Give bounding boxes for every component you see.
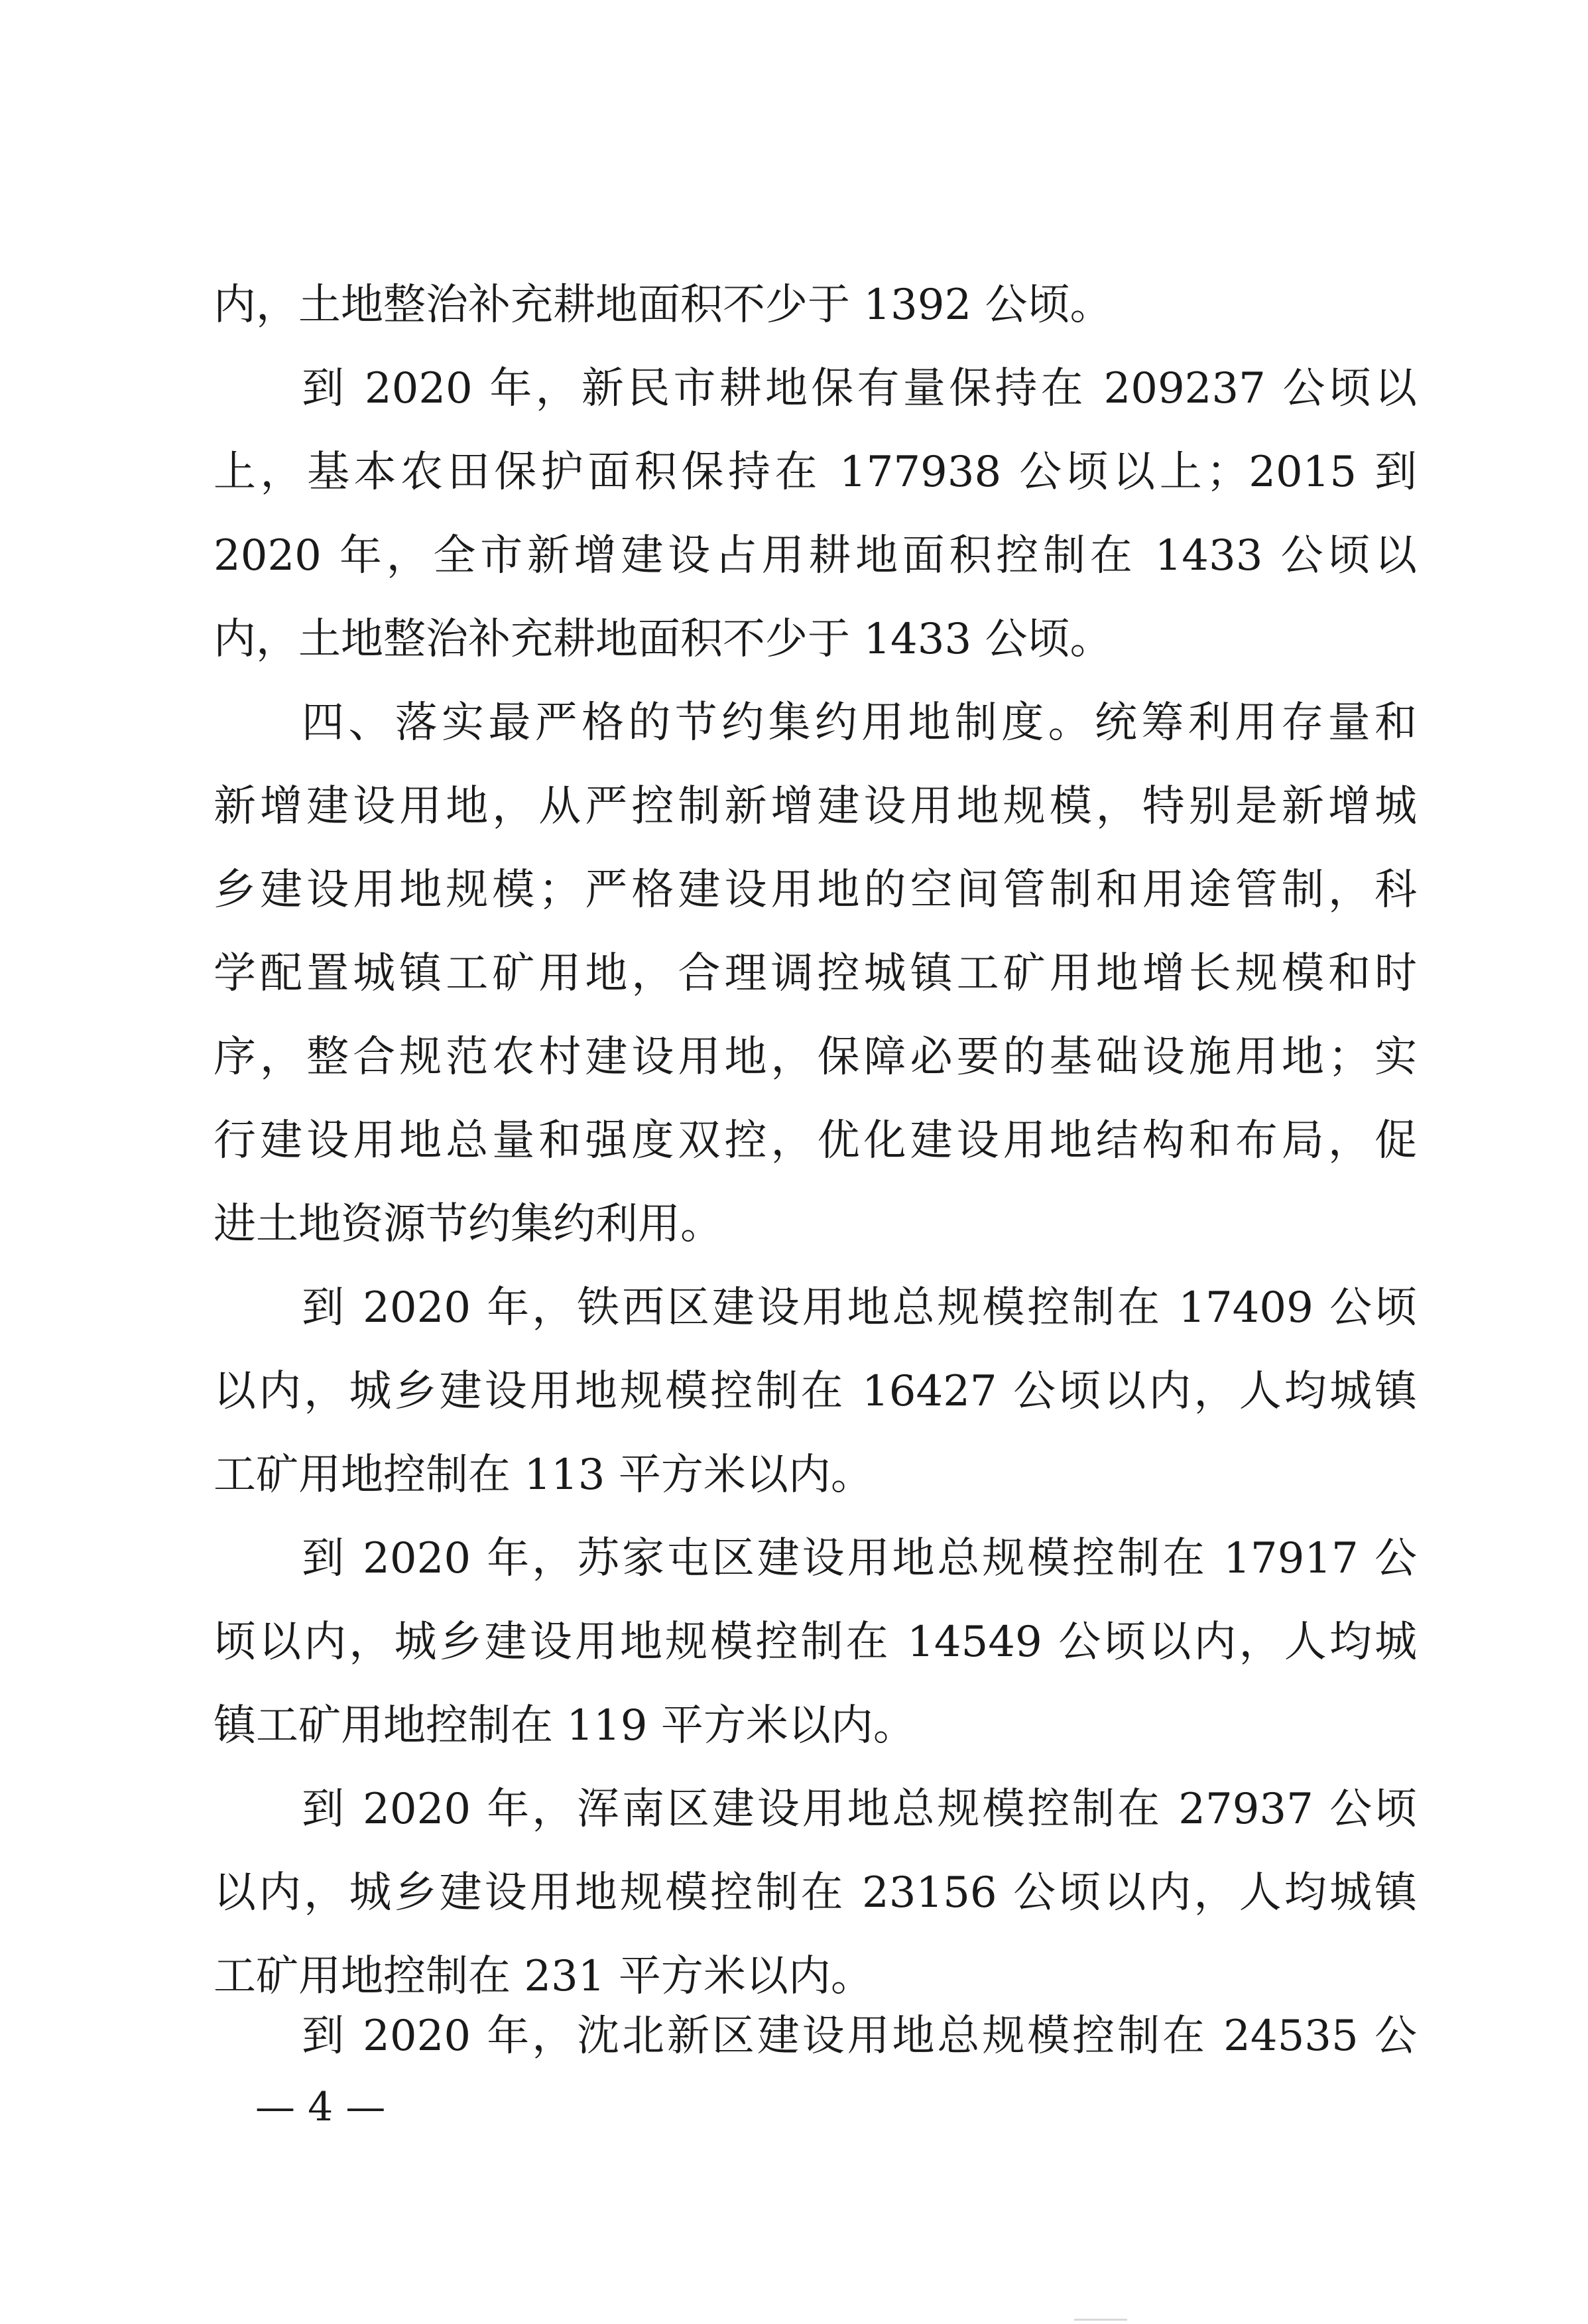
text-line: 学配置城镇工矿用地，合理调控城镇工矿用地增长规模和时 (214, 949, 1417, 998)
text-line: 到 2020 年，新民市耕地保有量保持在 209237 公顷以 (302, 364, 1417, 413)
text-line: 进土地资源节约集约利用。 (214, 1200, 723, 1249)
text-line: 内，土地整治补充耕地面积不少于 1392 公顷。 (214, 281, 1113, 330)
text-line: 行建设用地总量和强度双控，优化建设用地结构和布局，促 (214, 1116, 1417, 1165)
text-line: 到 2020 年，沈北新区建设用地总规模控制在 24535 公 (302, 2012, 1417, 2061)
text-line: 到 2020 年，铁西区建设用地总规模控制在 17409 公顷 (302, 1283, 1417, 1332)
text-line: 到 2020 年，浑南区建设用地总规模控制在 27937 公顷 (302, 1785, 1417, 1834)
text-line: 乡建设用地规模；严格建设用地的空间管制和用途管制，科 (214, 866, 1417, 915)
text-line: 2020 年，全市新增建设占用耕地面积控制在 1433 公顷以 (214, 531, 1417, 580)
text-line: 镇工矿用地控制在 119 平方米以内。 (214, 1701, 916, 1750)
scan-edge-mark (1074, 2319, 1127, 2321)
text-line: 以内，城乡建设用地规模控制在 16427 公顷以内，人均城镇 (214, 1367, 1417, 1416)
text-line: 顷以内，城乡建设用地规模控制在 14549 公顷以内，人均城 (214, 1618, 1417, 1667)
text-line: 四、落实最严格的节约集约用地制度。统筹利用存量和 (302, 698, 1417, 747)
text-line: 工矿用地控制在 231 平方米以内。 (214, 1952, 873, 2001)
text-line: 新增建设用地，从严控制新增建设用地规模，特别是新增城 (214, 782, 1417, 831)
text-line: 工矿用地控制在 113 平方米以内。 (214, 1451, 873, 1500)
text-line: 上，基本农田保护面积保持在 177938 公顷以上；2015 到 (214, 448, 1417, 497)
page-number: — 4 — (255, 2084, 386, 2130)
text-line: 序，整合规范农村建设用地，保障必要的基础设施用地；实 (214, 1033, 1417, 1082)
text-line: 以内，城乡建设用地规模控制在 23156 公顷以内，人均城镇 (214, 1868, 1417, 1917)
text-line: 到 2020 年，苏家屯区建设用地总规模控制在 17917 公 (302, 1534, 1417, 1583)
text-line: 内，土地整治补充耕地面积不少于 1433 公顷。 (214, 615, 1113, 664)
